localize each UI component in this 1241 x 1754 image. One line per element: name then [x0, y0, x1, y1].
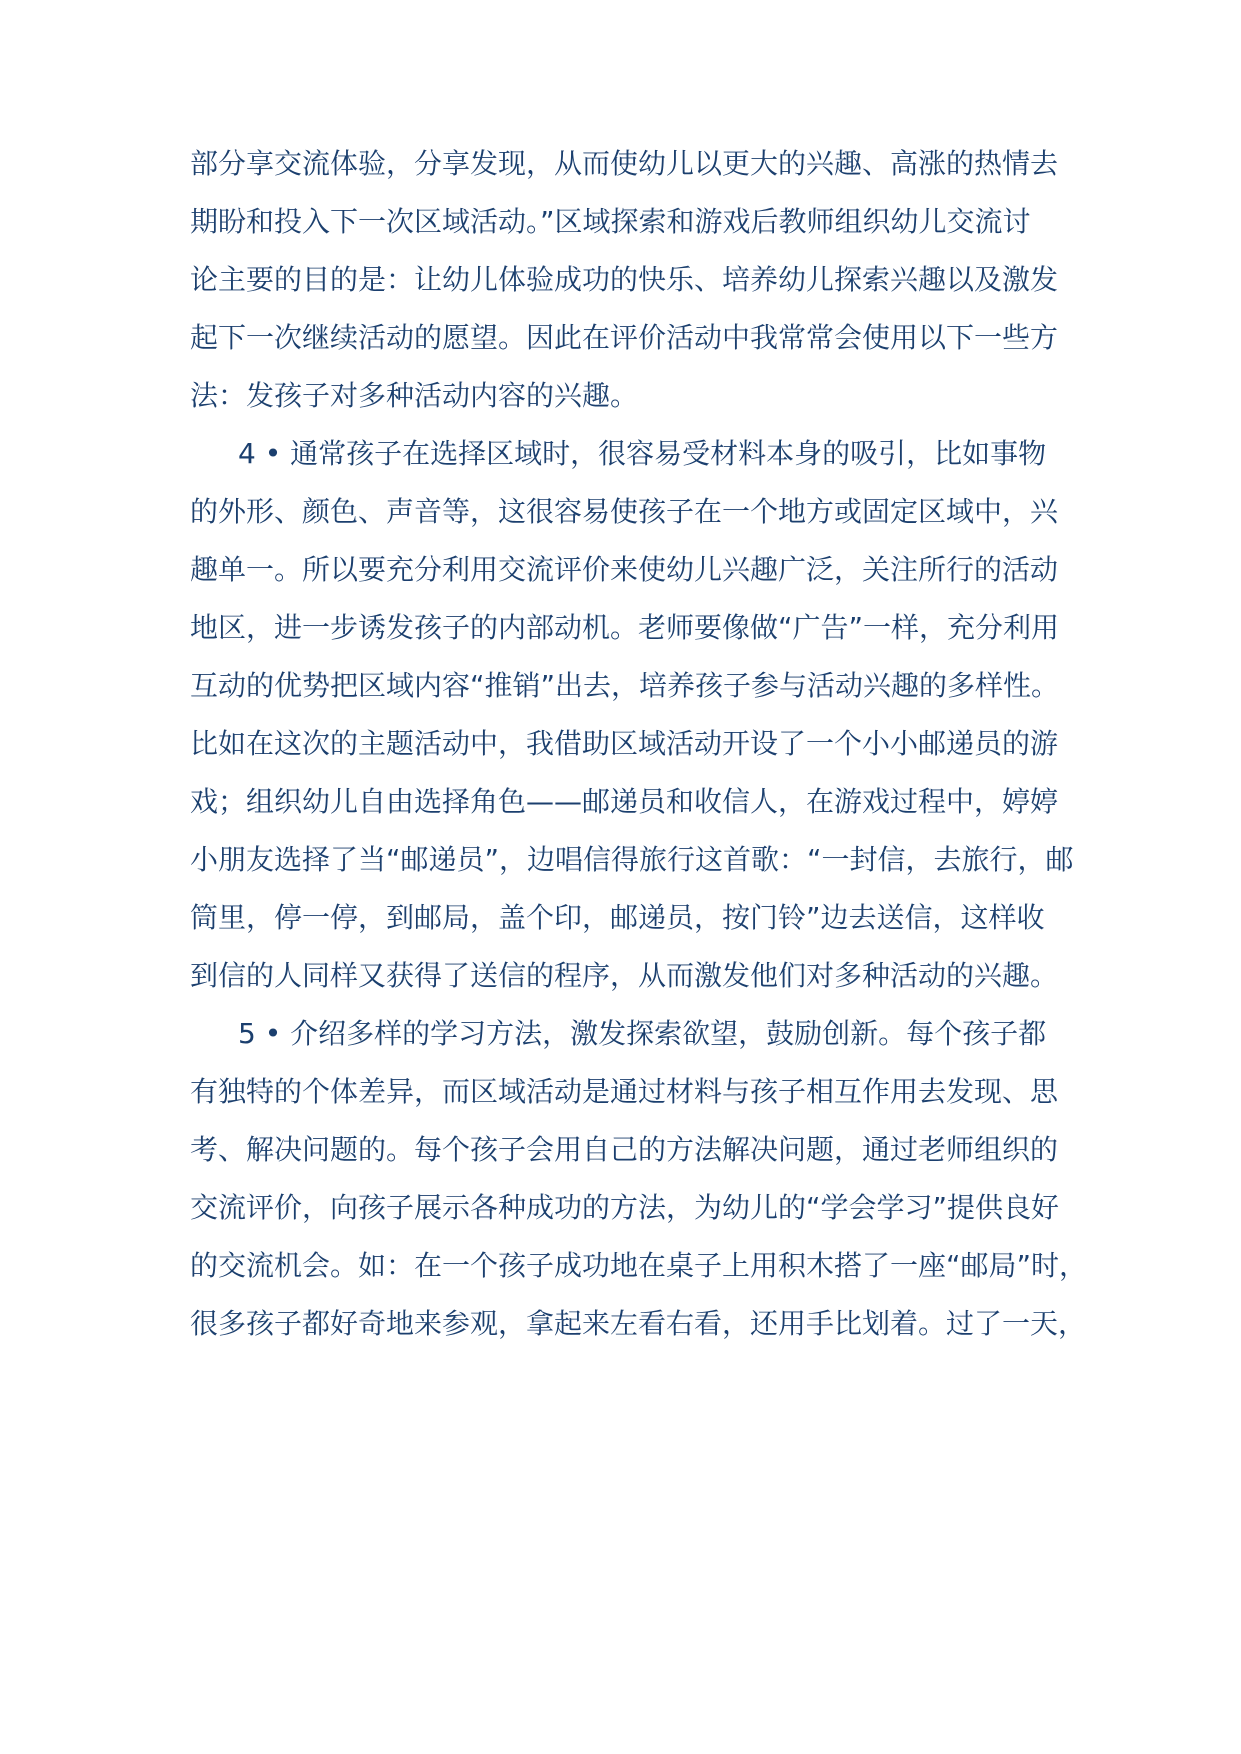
paragraph-line: 到信的人同样又获得了送信的程序，从而激发他们对多种活动的兴趣。: [190, 959, 1059, 992]
paragraph-line: 起下一次继续活动的愿望。因此在评价活动中我常常会使用以下一些方: [190, 321, 1059, 354]
paragraph-line: 筒里，停一停，到邮局，盖个印，邮递员，按门铃”边去送信，这样收: [190, 901, 1045, 934]
paragraph-line: 互动的优势把区域内容“推销”出去，培养孩子参与活动兴趣的多样性。: [190, 669, 1060, 702]
paragraph-line: 比如在这次的主题活动中，我借助区域活动开设了一个小小邮递员的游: [190, 727, 1059, 760]
paragraph-line: 5 • 介绍多样的学习方法，激发探索欲望，鼓励创新。每个孩子都: [238, 1017, 1047, 1050]
paragraph-line: 有独特的个体差异，而区域活动是通过材料与孩子相互作用去发现、思: [190, 1075, 1059, 1108]
paragraph-line: 戏；组织幼儿自由选择角色——邮递员和收信人，在游戏过程中，婷婷: [190, 785, 1059, 818]
paragraph-line: 交流评价，向孩子展示各种成功的方法，为幼儿的“学会学习”提供良好: [190, 1191, 1060, 1224]
paragraph-line: 很多孩子都好奇地来参观，拿起来左看右看，还用手比划着。过了一天，: [190, 1307, 1087, 1340]
paragraph-line: 的交流机会。如：在一个孩子成功地在桌子上用积木搭了一座“邮局”时，: [190, 1249, 1088, 1282]
paragraph-line: 地区，进一步诱发孩子的内部动机。老师要像做“广告”一样，充分利用: [190, 611, 1060, 644]
paragraph-line: 趣单一。所以要充分利用交流评价来使幼儿兴趣广泛，关注所行的活动: [190, 553, 1059, 586]
paragraph-line: 期盼和投入下一次区域活动。”区域探索和游戏后教师组织幼儿交流讨: [190, 205, 1031, 238]
paragraph-line: 法：发孩子对多种活动内容的兴趣。: [190, 379, 639, 412]
paragraph-line: 论主要的目的是：让幼儿体验成功的快乐、培养幼儿探索兴趣以及激发: [190, 263, 1059, 296]
paragraph-line: 的外形、颜色、声音等，这很容易使孩子在一个地方或固定区域中，兴: [190, 495, 1059, 528]
paragraph-line: 部分享交流体验，分享发现，从而使幼儿以更大的兴趣、高涨的热情去: [190, 147, 1059, 180]
paragraph-line: 考、解决问题的。每个孩子会用自己的方法解决问题，通过老师组织的: [190, 1133, 1059, 1166]
paragraph-line: 4 • 通常孩子在选择区域时，很容易受材料本身的吸引，比如事物: [238, 437, 1047, 470]
paragraph-line: 小朋友选择了当“邮递员”，边唱信得旅行这首歌：“一封信，去旅行，邮: [190, 843, 1074, 876]
